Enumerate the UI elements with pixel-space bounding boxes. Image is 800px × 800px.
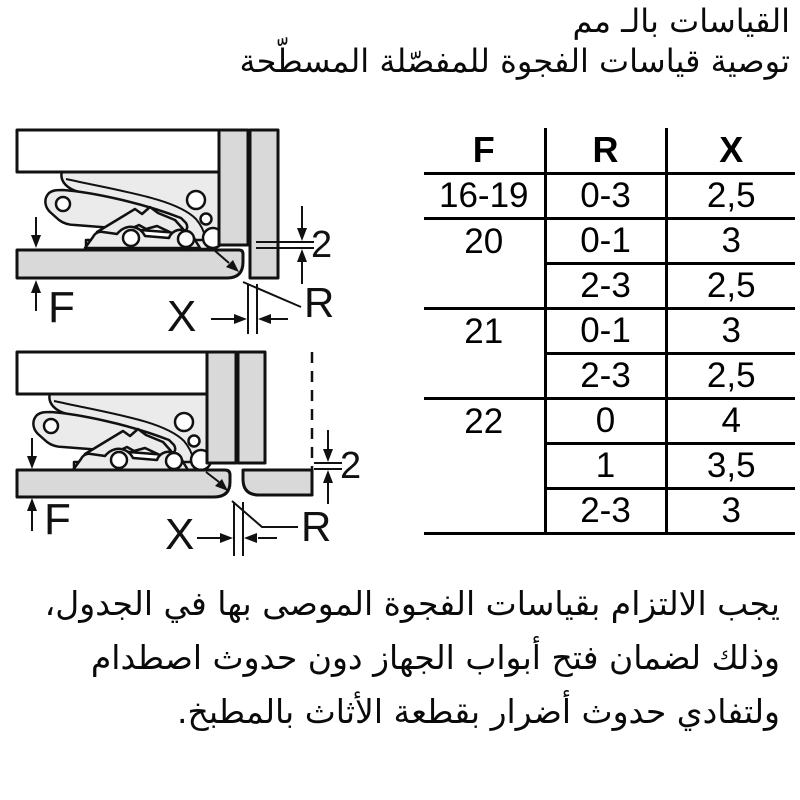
neighbor-furniture-panel: [243, 470, 312, 495]
gap-recommendation-table: [424, 128, 795, 535]
col-header-x: X: [666, 128, 795, 174]
footer-note: [8, 577, 780, 739]
table-row: [424, 309, 795, 354]
cell-x: 2,5: [666, 354, 795, 399]
door-front-panel: [219, 130, 248, 245]
label-f: F: [44, 495, 71, 544]
cabinet-top-panel: [17, 130, 219, 172]
cabinet-top-panel: [17, 352, 207, 394]
cell-x: 3: [666, 489, 795, 534]
cell-r: 2-3: [545, 264, 666, 309]
cell-x: 2,5: [666, 264, 795, 309]
cell-x: 3: [666, 219, 795, 264]
label-gap-2: 2: [340, 445, 362, 487]
door-outer-panel: [250, 130, 278, 278]
cell-x: 2,5: [666, 174, 795, 219]
cell-x: 4: [666, 399, 795, 444]
dimension-gap-2: [314, 430, 361, 504]
cell-x: 3,5: [666, 444, 795, 489]
cell-r: 1: [545, 444, 666, 489]
dimension-x: [165, 502, 277, 559]
furniture-door-panel: [17, 470, 230, 497]
door-front-panel: [207, 352, 236, 463]
table-header-row: [424, 128, 795, 174]
table-row: [424, 399, 795, 444]
cell-x: 3: [666, 309, 795, 354]
table-row: [424, 219, 795, 264]
cell-r: 0-3: [545, 174, 666, 219]
cell-f: 22: [424, 399, 545, 534]
cell-r: 0-1: [545, 219, 666, 264]
furniture-door-panel: [17, 250, 243, 278]
label-x: X: [167, 292, 197, 341]
cell-f: 20: [424, 219, 545, 309]
cell-r: 2-3: [545, 489, 666, 534]
label-gap-2: 2: [311, 224, 333, 266]
footer-line: ولتفادي حدوث أضرار بقطعة الأثاث بالمطبخ.: [177, 692, 780, 731]
table-row: [424, 174, 795, 219]
label-r: R: [301, 503, 332, 550]
cell-r: 2-3: [545, 354, 666, 399]
col-header-r: R: [545, 128, 666, 174]
cell-f: 21: [424, 309, 545, 399]
cell-r: 0: [545, 399, 666, 444]
diagram-hinge-top: [17, 130, 334, 341]
footer-line: وذلك لضمان فتح أبواب الجهاز دون حدوث اصطدام: [90, 638, 780, 677]
hinge-diagrams: [0, 110, 370, 575]
label-f: F: [48, 283, 75, 332]
col-header-f: F: [424, 128, 545, 174]
diagram-hinge-bottom: [17, 352, 361, 559]
label-r: R: [304, 279, 335, 326]
label-x: X: [165, 510, 195, 559]
footer-line: يجب الالتزام بقياسات الفجوة الموصى بها في الجدول،: [44, 584, 780, 623]
cell-f: 16-19: [424, 174, 545, 219]
cell-r: 0-1: [545, 309, 666, 354]
page-heading: [239, 1, 790, 81]
door-outer-panel: [238, 352, 265, 463]
heading-units-line: القياسات بالـ مم: [572, 2, 790, 40]
heading-recommendation-line: توصية قياسات الفجوة للمفصّلة المسطّحة: [239, 42, 790, 80]
